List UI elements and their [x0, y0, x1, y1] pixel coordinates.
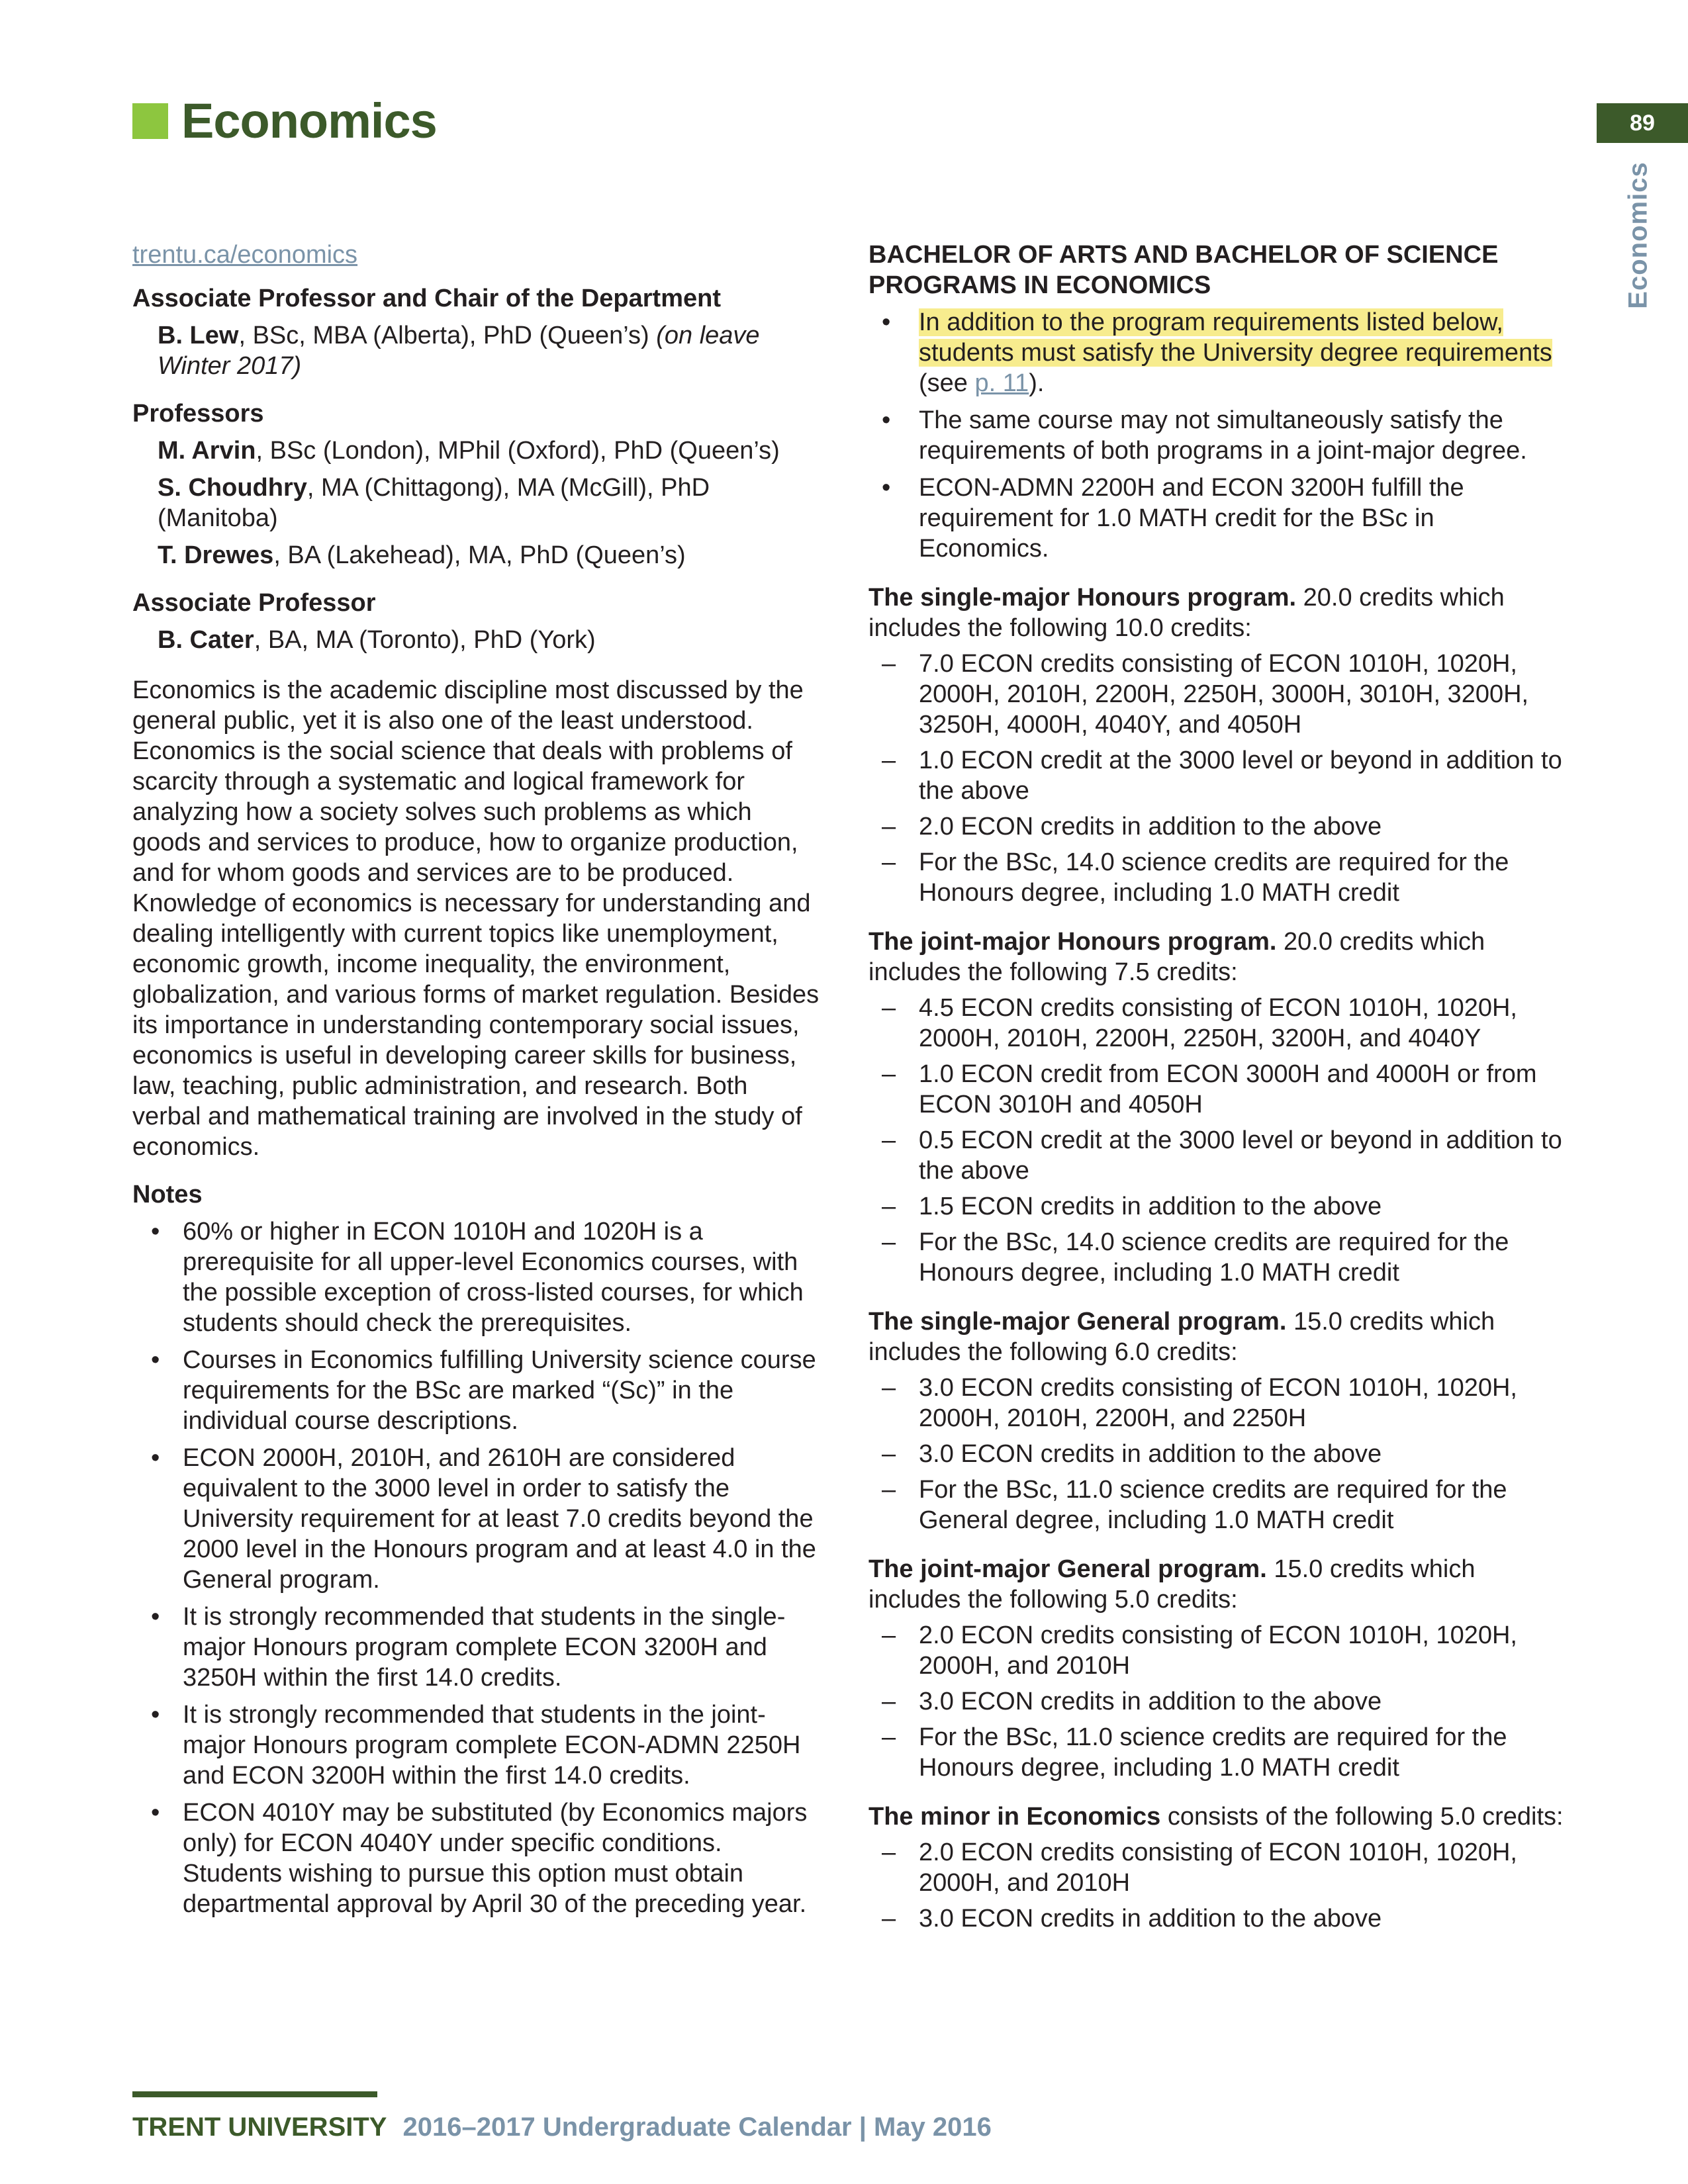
list-item: – 3.0 ECON credits consisting of ECON 1010H, 1020H, 2000H, 2010H, 2200H, and 2250H: [868, 1373, 1570, 1433]
list-item: – 3.0 ECON credits in addition to the above: [868, 1686, 1570, 1717]
faculty-name: B. Lew: [158, 322, 239, 349]
list-item: – 4.5 ECON credits consisting of ECON 1010H, 1020H, 2000H, 2010H, 2200H, 2250H, 3200H, and 4040Y: [868, 993, 1570, 1054]
list-item: – 1.0 ECON credit at the 3000 level or beyond in addition to the above: [868, 745, 1570, 806]
program-title: The joint-major Honours program.: [868, 928, 1277, 956]
program-title: The minor in Economics: [868, 1803, 1161, 1831]
program-items: [868, 1837, 1570, 1934]
program-title: The single-major Honours program.: [868, 584, 1297, 612]
program-desc: 20.0 credits which includes the following 7.5 credits:: [868, 928, 1485, 986]
list-item: • It is strongly recommended that students in the single-major Honours program complete ECON 3200H and 3250H within the first 14.0 credits.: [132, 1602, 821, 1693]
list-item: – For the BSc, 14.0 science credits are required for the Honours degree, including 1.0 MATH credit: [868, 847, 1570, 908]
program-description: [868, 1306, 1570, 1367]
faculty-name: M. Arvin: [158, 437, 256, 465]
list-item: • ECON 2000H, 2010H, and 2610H are considered equivalent to the 3000 level in order to satisfy the University requirement for at least 7.0 credits beyond the 2000 level in the Honours program and at least 4.0 in the General program.: [132, 1443, 821, 1595]
program-items: [868, 993, 1570, 1288]
list-item: – 1.5 ECON credits in addition to the above: [868, 1191, 1570, 1222]
list-item: • ECON 4010Y may be substituted (by Economics majors only) for ECON 4040Y under specific conditions. Students wishing to pursue this option must obtain departmental approval by April 30 of the preceding year.: [132, 1797, 821, 1919]
program-desc: 15.0 credits which includes the following 6.0 credits:: [868, 1308, 1495, 1366]
list-item: – For the BSc, 14.0 science credits are required for the Honours degree, including 1.0 MATH credit: [868, 1227, 1570, 1288]
program-description: [868, 582, 1570, 643]
faculty-name: B. Cater: [158, 626, 254, 654]
faculty-entry: [132, 320, 821, 381]
list-item: – 2.0 ECON credits consisting of ECON 1010H, 1020H, 2000H, and 2010H: [868, 1620, 1570, 1681]
list-item: • It is strongly recommended that students in the joint-major Honours program complete ECON-ADMN 2250H and ECON 3200H within the first 14.0 credits.: [132, 1700, 821, 1791]
page-reference-link[interactable]: p. 11: [974, 369, 1029, 397]
program-items: [868, 649, 1570, 908]
faculty-details: , MA (Chittagong), MA (McGill), PhD (Manitoba): [158, 474, 710, 532]
faculty-entry: [132, 625, 821, 655]
program-items: [868, 1620, 1570, 1783]
faculty-entry: [132, 435, 821, 466]
list-item: – 3.0 ECON credits in addition to the above: [868, 1903, 1570, 1934]
program-description: [868, 1801, 1570, 1832]
list-item: • Courses in Economics fulfilling University science course requirements for the BSc are marked “(Sc)” in the individual course descriptions.: [132, 1345, 821, 1436]
program-title: The joint-major General program.: [868, 1555, 1267, 1583]
notes-list: [132, 1216, 821, 1919]
list-item: • The same course may not simultaneously satisfy the requirements of both programs in a joint-major degree.: [868, 405, 1570, 466]
faculty-note: (on leave Winter 2017): [158, 322, 760, 380]
page-footer: [132, 2113, 992, 2142]
side-section-tab: [1615, 159, 1662, 311]
requirements-list: [868, 307, 1570, 564]
program-desc: 20.0 credits which includes the following 10.0 credits:: [868, 584, 1505, 642]
program-description: [868, 1554, 1570, 1615]
faculty-details: , BA, MA (Toronto), PhD (York): [254, 626, 596, 654]
list-item: – 2.0 ECON credits consisting of ECON 1010H, 1020H, 2000H, and 2010H: [868, 1837, 1570, 1898]
chair-heading: Associate Professor and Chair of the Department: [132, 285, 721, 312]
intro-paragraph: Economics is the academic discipline most discussed by the general public, yet it is also one of the least understood. Economics is the social science that deals with problems of scarcity through a systematic and logical framework for analyzing how a society solves such problems as which goods and services to produce, how to organize production, and for whom goods and services are to be produced. Knowledge of economics is necessary for understanding and dealing intelligently with current topics like unemployment, economic growth, income inequality, the environment, globalization, and various forms of market regulation. Besides its importance in understanding contemporary social issues, economics is useful in developing career skills for business, law, teaching, public administration, and research. Both verbal and mathematical training are involved in the study of economics.: [132, 676, 820, 1161]
faculty-details: , BA (Lakehead), MA, PhD (Queen’s): [273, 541, 686, 569]
faculty-entry: [132, 540, 821, 570]
side-tab-label: Economics: [1623, 161, 1653, 309]
list-item: – 0.5 ECON credit at the 3000 level or beyond in addition to the above: [868, 1125, 1570, 1186]
inline-text: (see: [919, 369, 975, 397]
faculty-details: , BSc (London), MPhil (Oxford), PhD (Queen’s): [256, 437, 780, 465]
department-url-link[interactable]: trentu.ca/economics: [132, 241, 358, 269]
page-number: 89: [1597, 103, 1688, 143]
faculty-entry: [132, 473, 821, 533]
footer-university: TRENT UNIVERSITY: [132, 2113, 387, 2142]
faculty-details: , BSc, MBA (Alberta), PhD (Queen’s): [238, 322, 657, 349]
faculty-name: S. Choudhry: [158, 474, 307, 502]
page-title: Economics: [181, 93, 437, 148]
list-item: – 1.0 ECON credit from ECON 3000H and 4000H or from ECON 3010H and 4050H: [868, 1059, 1570, 1120]
list-item: • ECON-ADMN 2200H and ECON 3200H fulfill the requirement for 1.0 MATH credit for the BSc in Economics.: [868, 473, 1570, 564]
notes-heading: Notes: [132, 1181, 203, 1208]
list-item: – For the BSc, 11.0 science credits are required for the Honours degree, including 1.0 MATH credit: [868, 1722, 1570, 1783]
list-item: – 2.0 ECON credits in addition to the above: [868, 811, 1570, 842]
footer-rule: [132, 2091, 377, 2097]
program-description: [868, 927, 1570, 987]
program-title: The single-major General program.: [868, 1308, 1287, 1336]
associate-heading: Associate Professor: [132, 589, 376, 617]
inline-text: ).: [1029, 369, 1045, 397]
footer-calendar: 2016–2017 Undergraduate Calendar | May 2016: [402, 2113, 992, 2142]
left-column: [132, 240, 821, 1919]
right-column: [868, 240, 1570, 1934]
program-desc: consists of the following 5.0 credits:: [1160, 1803, 1564, 1831]
professors-heading: Professors: [132, 400, 264, 428]
page-header: [132, 93, 437, 149]
list-item: – For the BSc, 11.0 science credits are required for the General degree, including 1.0 MATH credit: [868, 1475, 1570, 1535]
faculty-name: T. Drewes: [158, 541, 274, 569]
list-item: [868, 307, 1570, 398]
program-items: [868, 1373, 1570, 1535]
list-item: • 60% or higher in ECON 1010H and 1020H is a prerequisite for all upper-level Economics courses, with the possible exception of cross-listed courses, for which students should check the prerequisites.: [132, 1216, 821, 1338]
list-item: – 7.0 ECON credits consisting of ECON 1010H, 1020H, 2000H, 2010H, 2200H, 2250H, 3000H, 3010H, 3200H, 3250H, 4000H, 4040Y, and 4050H: [868, 649, 1570, 740]
highlighted-text: In addition to the program requirements listed below, students must satisfy the University degree requirements: [919, 308, 1552, 367]
title-square-icon: [132, 103, 168, 139]
list-item: – 3.0 ECON credits in addition to the above: [868, 1439, 1570, 1469]
programs-heading: BACHELOR OF ARTS AND BACHELOR OF SCIENCE PROGRAMS IN ECONOMICS: [868, 241, 1499, 299]
program-desc: 15.0 credits which includes the following 5.0 credits:: [868, 1555, 1476, 1614]
